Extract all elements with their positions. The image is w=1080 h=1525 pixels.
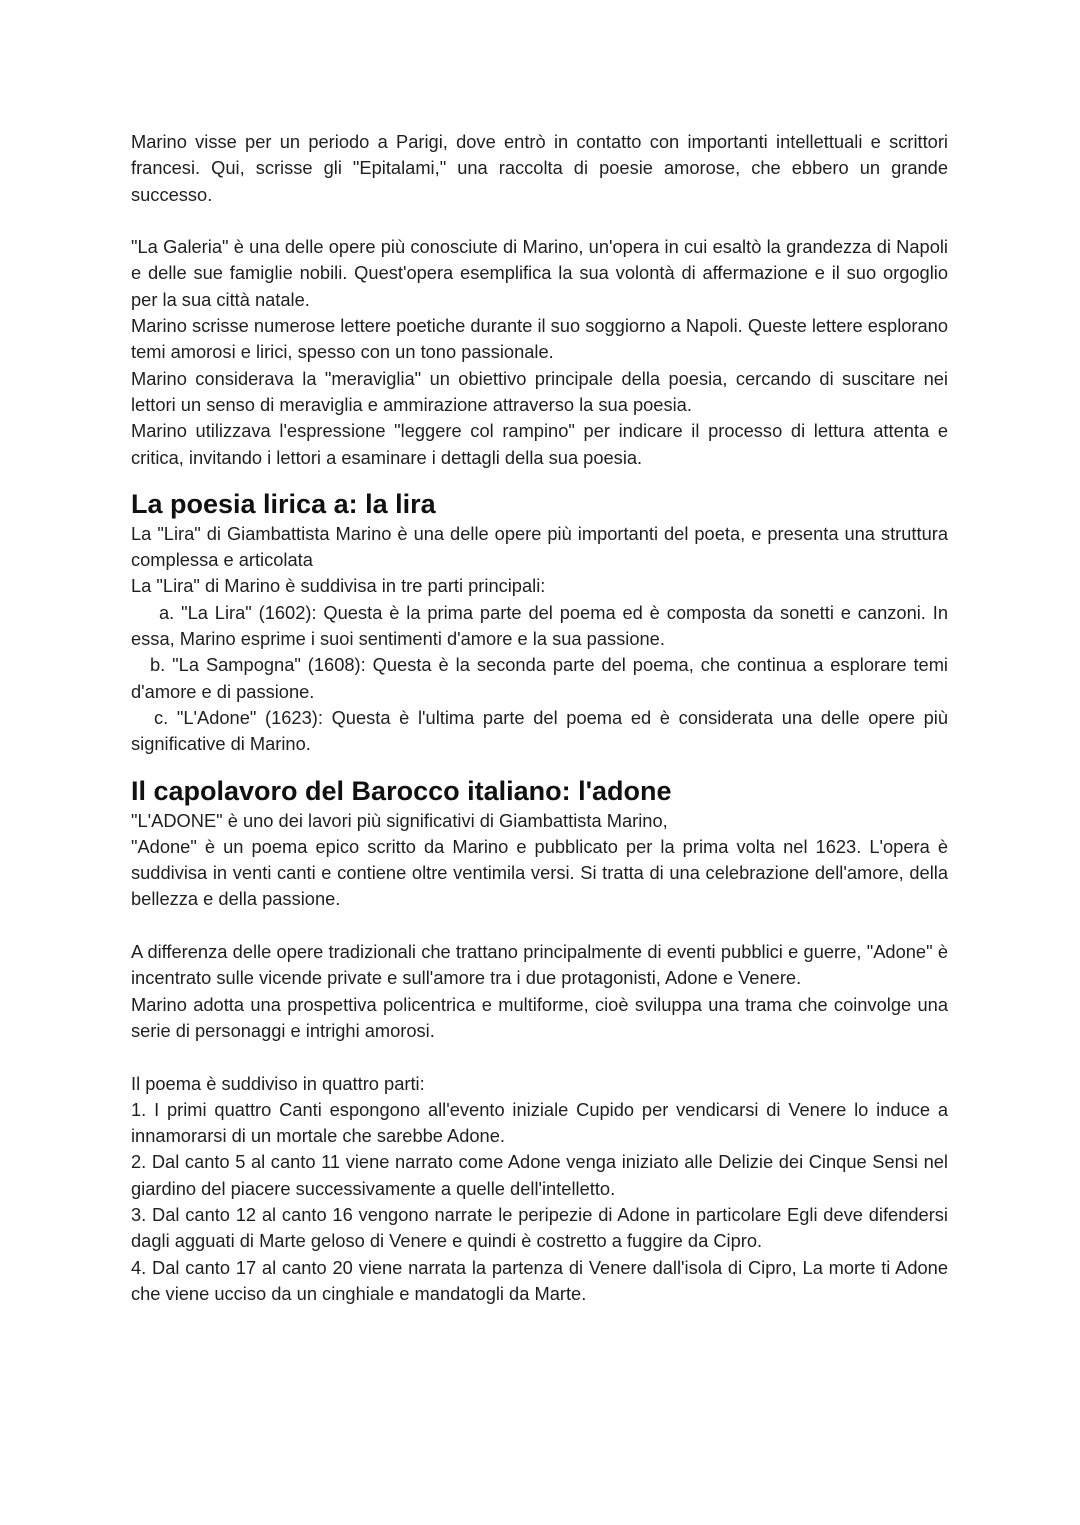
heading-adone: Il capolavoro del Barocco italiano: l'adone — [131, 775, 672, 806]
heading-lira: La poesia lirica a: la lira — [131, 488, 436, 519]
paragraph-lira-intro: La "Lira" di Giambattista Marino è una delle opere più importanti del poeta, e presenta una struttura complessa e articolata — [131, 522, 948, 571]
paragraph-parigi: Marino visse per un periodo a Parigi, dove entrò in contatto con importanti intellettuali e scrittori francesi. Qui, scrisse gli "Epitalami," una raccolta di poesie amorose, che ebbero un grande successo. — [131, 131, 948, 205]
paragraph-galeria: "La Galeria" è una delle opere più conosciute di Marino, un'opera in cui esaltò la grandezza di Napoli e delle sue famiglie nobili. Quest'opera esemplifica la sua volontà di affermazione e il suo orgoglio per la sua città natale. — [131, 236, 948, 310]
paragraph-meraviglia: Marino considerava la "meraviglia" un obiettivo principale della poesia, cercando di suscitare nei lettori un senso di meraviglia e ammirazione attraverso la sua poesia. — [131, 367, 948, 415]
list-item-adone-3: 3. Dal canto 12 al canto 16 vengono narrate le peripezie di Adone in particolare Egli deve difendersi dagli agguati di Marte geloso di Venere e quindi è costretto a fuggire da Cipro. — [131, 1203, 948, 1252]
list-item-adone-1: 1. I primi quattro Canti espongono all'evento iniziale Cupido per vendicarsi di Venere lo induce a innamorarsi di un mortale che sarebbe Adone. — [131, 1098, 948, 1147]
list-item-adone-2: 2. Dal canto 5 al canto 11 viene narrato come Adone venga iniziato alle Delizie dei Cinque Sensi nel giardino del piacere successivamente a quelle dell'intelletto. — [131, 1151, 948, 1199]
paragraph-adone-intro: "L'ADONE" è uno dei lavori più significativi di Giambattista Marino, — [131, 809, 668, 831]
list-item-adone-4: 4. Dal canto 17 al canto 20 viene narrata la partenza di Venere dall'isola di Cipro, La morte ti Adone che viene ucciso da un cinghiale e mandatogli da Marte. — [131, 1256, 948, 1304]
paragraph-adone-differenza: A differenza delle opere tradizionali che trattano principalmente di eventi pubblici e guerre, "Adone" è incentrato sulle vicende private e sull'amore tra i due protagonisti, Adone e Venere. — [131, 941, 948, 989]
list-item-lira-a: a. "La Lira" (1602): Questa è la prima parte del poema ed è composta da sonetti e canzoni. In essa, Marino esprime i suoi sentimenti d'amore e la sua passione. — [131, 601, 948, 650]
paragraph-rampino: Marino utilizzava l'espressione "leggere col rampino" per indicare il processo di lettura attenta e critica, invitando i lettori a esaminare i dettagli della sua poesia. — [131, 420, 948, 468]
spacer — [131, 913, 948, 939]
list-item-lira-b: b. "La Sampogna" (1608): Questa è la seconda parte del poema, che continua a esplorare temi d'amore e di passione. — [131, 654, 948, 702]
list-item-lira-c: c. "L'Adone" (1623): Questa è l'ultima parte del poema ed è considerata una delle opere più significative di Marino. — [131, 706, 948, 755]
document-page — [131, 129, 948, 1307]
spacer — [131, 1044, 948, 1070]
paragraph-adone-prospettiva: Marino adotta una prospettiva policentrica e multiforme, cioè sviluppa una trama che coinvolge una serie di personaggi e intrighi amorosi. — [131, 993, 948, 1041]
paragraph-lira-parti: La "Lira" di Marino è suddivisa in tre parti principali: — [131, 575, 546, 597]
paragraph-lettere: Marino scrisse numerose lettere poetiche durante il suo soggiorno a Napoli. Queste lettere esplorano temi amorosi e lirici, spesso con un tono passionale. — [131, 315, 949, 363]
spacer — [131, 208, 948, 234]
paragraph-adone-parti: Il poema è suddiviso in quattro parti: — [131, 1072, 425, 1094]
paragraph-adone-poema: "Adone" è un poema epico scritto da Marino e pubblicato per la prima volta nel 1623. L'opera è suddivisa in venti canti e contiene oltre ventimila versi. Si tratta di una celebrazione dell'amore, della bellezza e della passione. — [131, 835, 948, 910]
